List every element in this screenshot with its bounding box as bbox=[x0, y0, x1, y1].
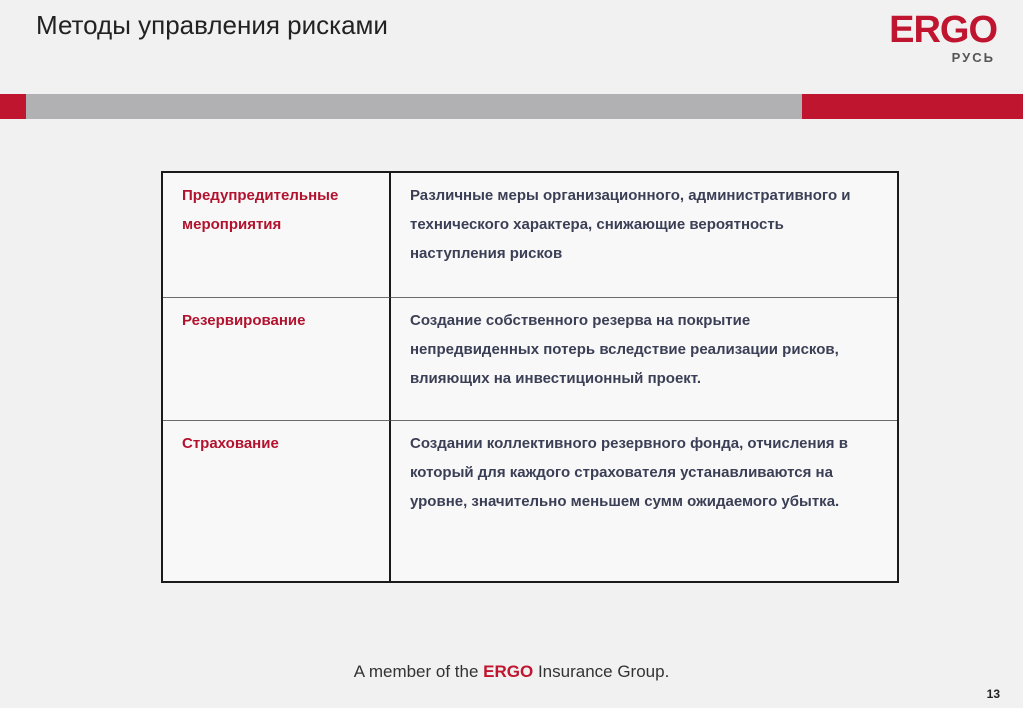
page-number: 13 bbox=[986, 687, 1000, 701]
footer-prefix: A member of the bbox=[353, 662, 484, 681]
description-cell: Создании коллективного резервного фонда, отчисления в который для каждого страхователя устанавливаются на уровне, значительно меньшем сумм ожидаемого убытка. bbox=[410, 435, 848, 510]
method-cell: Резервирование bbox=[163, 298, 391, 421]
header-band-gray bbox=[26, 94, 802, 119]
header-band-right bbox=[802, 94, 1023, 119]
method-cell: Предупредительные мероприятия bbox=[163, 173, 391, 298]
ergo-logo bbox=[887, 9, 997, 65]
logo-wordmark: ERGO bbox=[889, 9, 997, 51]
method-cell: Страхование bbox=[163, 421, 391, 581]
footer-suffix: Insurance Group. bbox=[533, 662, 670, 681]
description-cell: Различные меры организационного, административного и технического характера, снижающие вероятность наступления рисков bbox=[391, 173, 897, 298]
footer-tagline bbox=[0, 662, 1023, 682]
slide-title: Методы управления рисками bbox=[36, 10, 388, 40]
header-band-left bbox=[0, 94, 26, 119]
risk-methods-table bbox=[161, 171, 899, 583]
description-cell: Создание собственного резерва на покрытие непредвиденных потерь вследствие реализации рисков, влияющих на инвестиционный проект. bbox=[391, 298, 897, 421]
footer-brand: ERGO bbox=[483, 662, 534, 681]
logo-subtitle: РУСЬ bbox=[951, 50, 995, 65]
